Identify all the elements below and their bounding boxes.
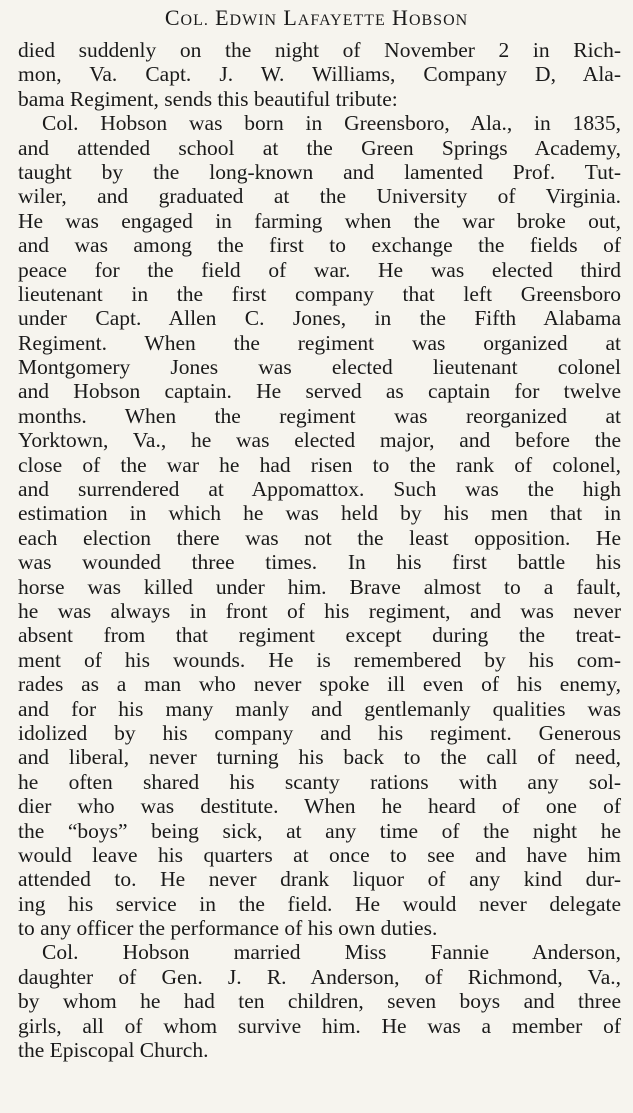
text-line: close of the war he had risen to the rank of colonel, <box>18 452 621 477</box>
text-line: peace for the field of war. He was elected third <box>18 257 621 282</box>
text-line: was wounded three times. In his first battle his <box>18 550 621 575</box>
text-line: months. When the regiment was reorganized at <box>18 403 621 428</box>
text-line: by whom he had ten children, seven boys and three <box>18 989 621 1014</box>
text-line: bama Regiment, sends this beautiful tribute: <box>18 86 398 111</box>
text-line: the “boys” being sick, at any time of the night he <box>18 818 621 843</box>
text-line: Col. Hobson was born in Greensboro, Ala., in 1835, <box>42 111 621 136</box>
text-line: to any officer the performance of his own duties. <box>18 916 438 941</box>
text-line: daughter of Gen. J. R. Anderson, of Richmond, Va., <box>18 964 621 989</box>
paragraph <box>18 111 621 940</box>
text-line: the Episcopal Church. <box>18 1038 209 1063</box>
text-line: and attended school at the Green Springs Academy, <box>18 135 621 160</box>
heading-initial: C <box>164 5 181 30</box>
heading-initial: L <box>283 5 298 30</box>
heading-initial: H <box>392 5 409 30</box>
article-heading <box>0 5 633 34</box>
text-line: and was among the first to exchange the fields of <box>18 233 621 258</box>
heading-word: DWIN <box>229 12 278 29</box>
text-line: under Capt. Allen C. Jones, in the Fifth Alabama <box>18 306 621 331</box>
text-line: and Hobson captain. He served as captain for twelve <box>18 379 621 404</box>
text-line: ment of his wounds. He is remembered by his com- <box>18 647 621 672</box>
text-line: ing his service in the field. He would never delegate <box>18 891 621 916</box>
text-line: absent from that regiment except during the treat- <box>18 623 621 648</box>
text-line: lieutenant in the first company that left Greensboro <box>18 281 621 306</box>
paragraph <box>18 38 621 111</box>
text-line: Yorktown, Va., he was elected major, and before the <box>18 428 621 453</box>
text-line: and surrendered at Appomattox. Such was the high <box>18 477 621 502</box>
text-line: wiler, and graduated at the University of Virginia. <box>18 184 621 209</box>
text-line: Regiment. When the regiment was organized at <box>18 330 621 355</box>
text-line: died suddenly on the night of November 2 in Rich- <box>18 38 621 62</box>
text-line: dier who was destitute. When he heard of one of <box>18 794 621 819</box>
text-line: girls, all of whom survive him. He was a member of <box>18 1013 621 1038</box>
text-line: taught by the long-known and lamented Prof. Tut- <box>18 159 621 184</box>
heading-word: AFAYETTE <box>297 12 386 29</box>
text-line: Col. Hobson married Miss Fannie Anderson, <box>42 940 621 965</box>
text-line: each election there was not the least opposition. He <box>18 525 621 550</box>
text-line: Montgomery Jones was elected lieutenant colonel <box>18 355 621 380</box>
text-line: would leave his quarters at once to see and have him <box>18 842 621 867</box>
text-line: mon, Va. Capt. J. W. Williams, Company D, Ala- <box>18 62 621 87</box>
heading-initial: E <box>215 5 230 30</box>
text-line: estimation in which he was held by his men that in <box>18 501 621 526</box>
text-line: he often shared his scanty rations with any sol- <box>18 769 621 794</box>
text-line: rades as a man who never spoke ill even of his enemy, <box>18 672 621 697</box>
text-line: and liberal, never turning his back to the call of need, <box>18 745 621 770</box>
text-line: idolized by his company and his regiment. Generous <box>18 720 621 745</box>
heading-word: OL. <box>180 12 209 29</box>
paragraph <box>18 940 621 1062</box>
heading-word: OBSON <box>408 12 469 29</box>
text-line: He was engaged in farming when the war broke out, <box>18 208 621 233</box>
text-line: attended to. He never drank liquor of any kind dur- <box>18 867 621 892</box>
text-line: horse was killed under him. Brave almost to a fault, <box>18 574 621 599</box>
text-line: he was always in front of his regiment, and was never <box>18 598 621 623</box>
text-line: and for his many manly and gentlemanly qualities was <box>18 696 621 721</box>
article-body <box>18 38 621 1062</box>
